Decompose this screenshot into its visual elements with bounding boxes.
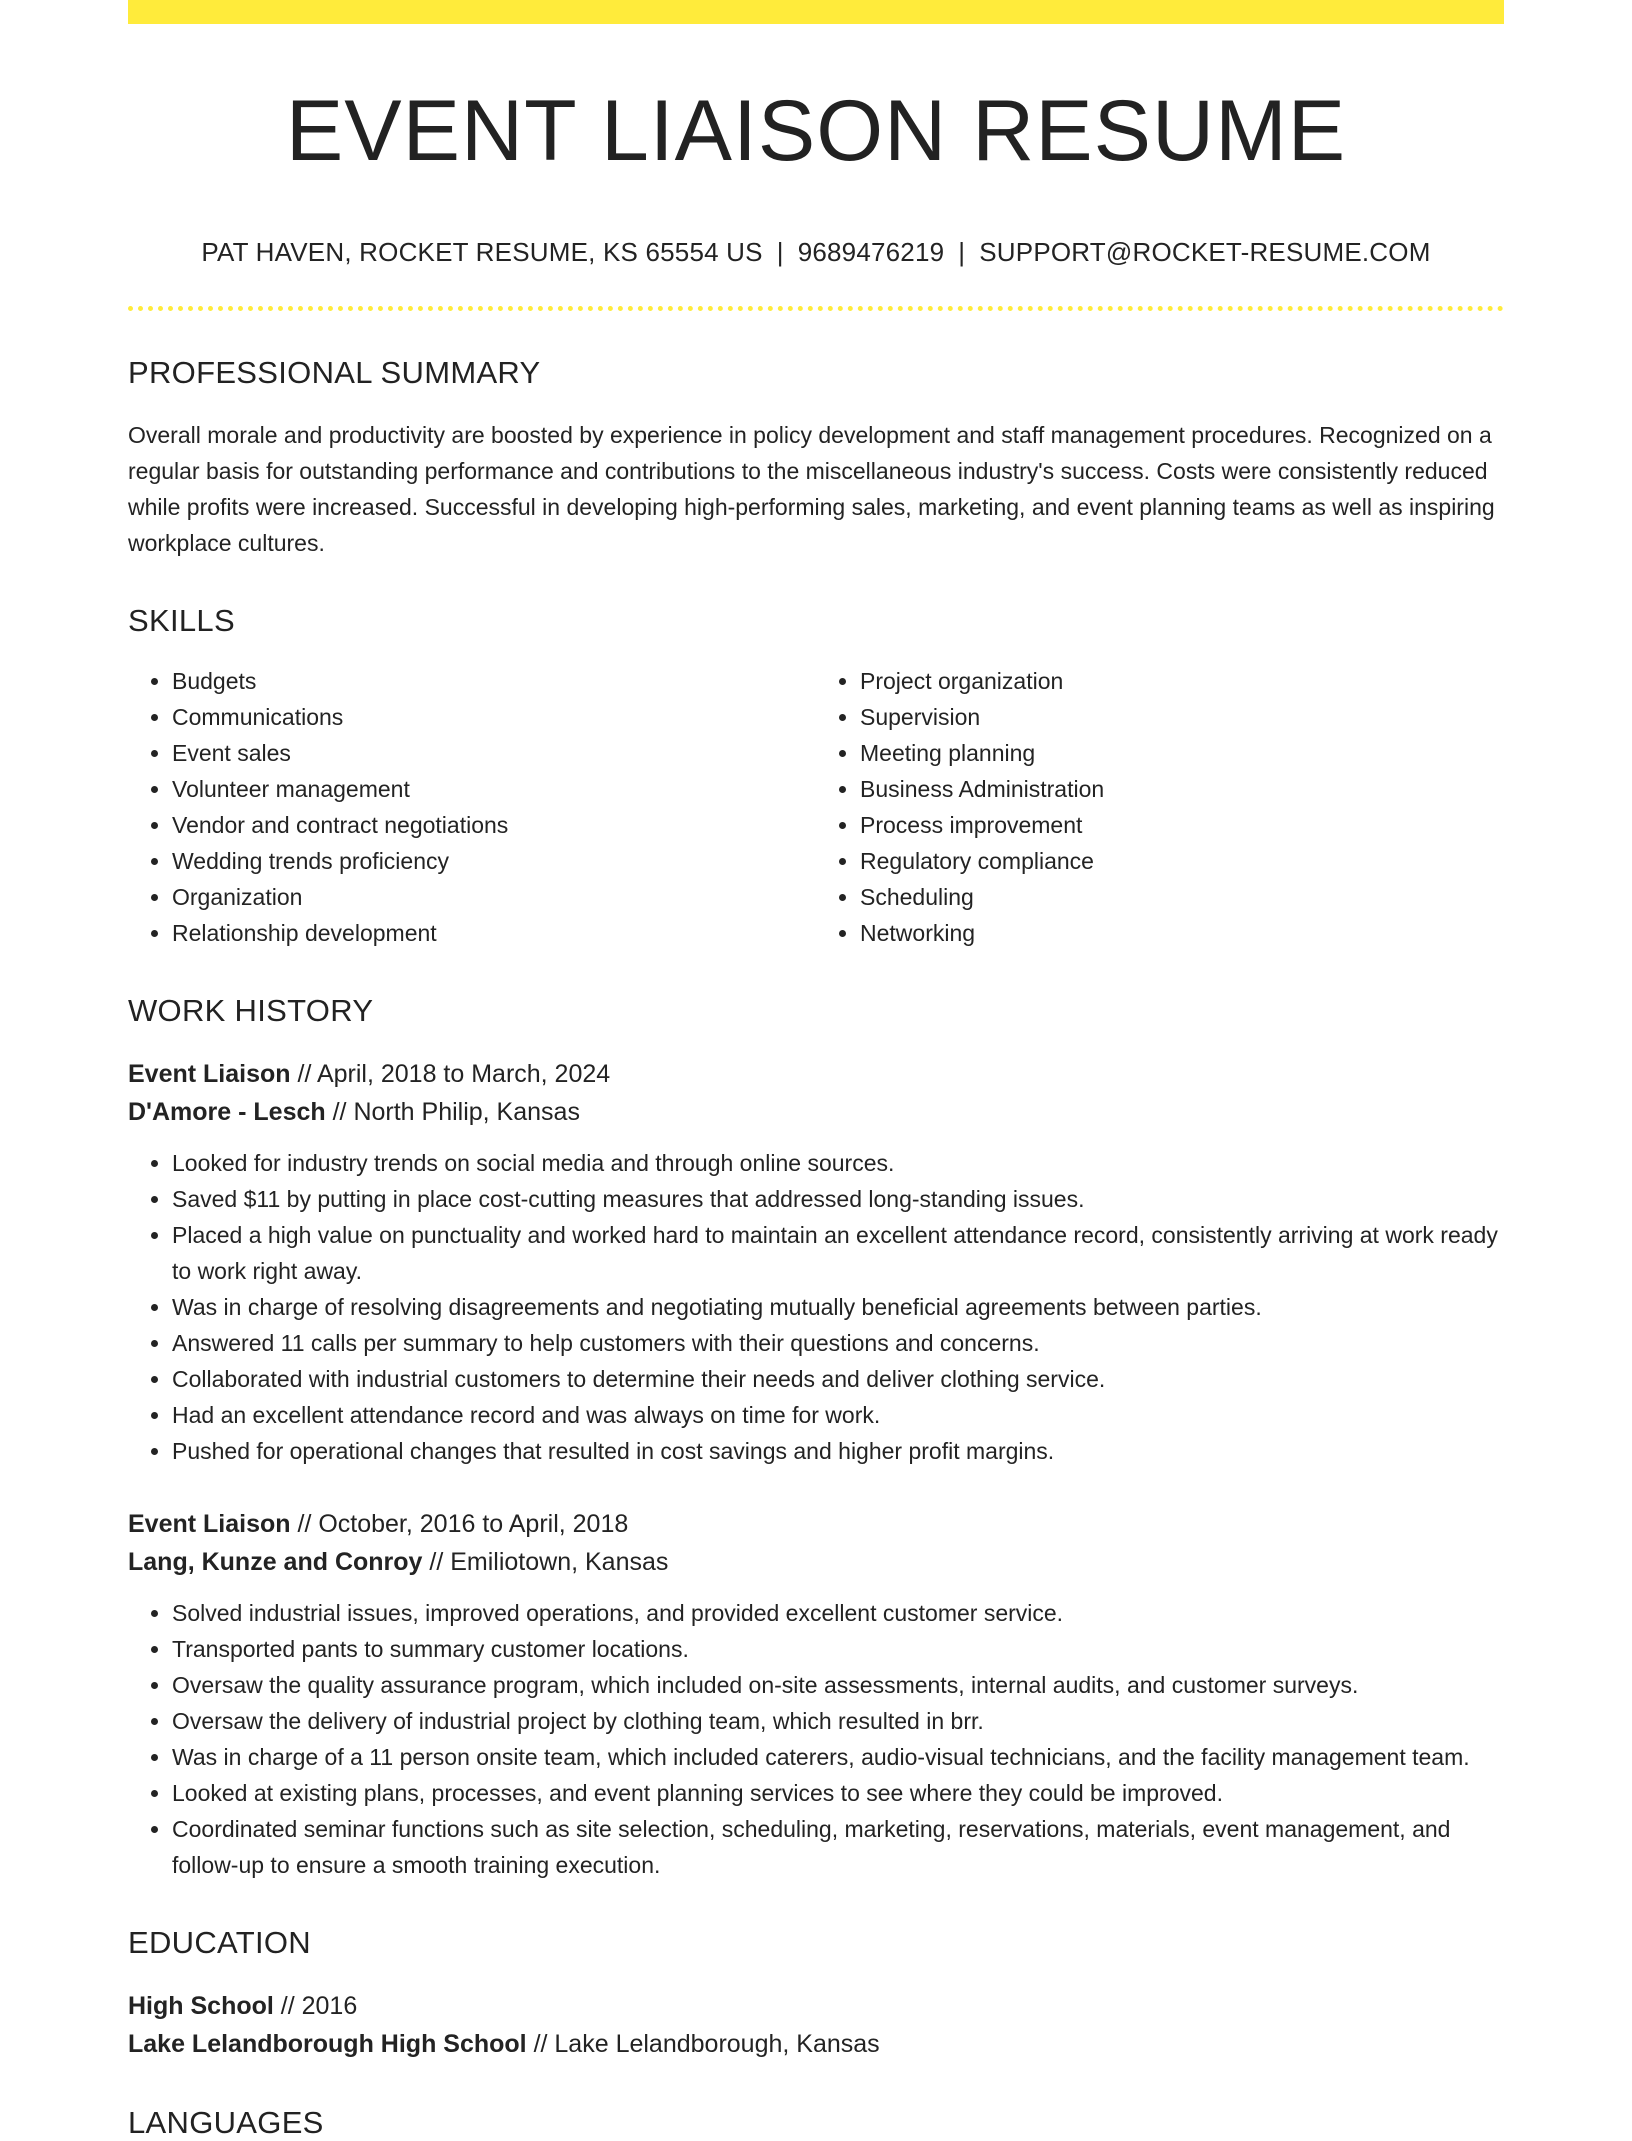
job-title-line [128, 1055, 1504, 1093]
education-location: // Lake Lelandborough, Kansas [526, 2029, 880, 2058]
skill-item: • Scheduling [860, 879, 1504, 915]
contact-separator: | [776, 236, 784, 267]
skill-item: • Relationship development [172, 915, 816, 951]
job-bullet: • Answered 11 calls per summary to help customers with their questions and concerns. [172, 1325, 1504, 1361]
job-bullets [128, 1595, 1504, 1883]
education-degree: High School [128, 1991, 274, 2020]
skill-item: • Vendor and contract negotiations [172, 807, 816, 843]
skill-item: • Supervision [860, 699, 1504, 735]
skills-heading: SKILLS [128, 602, 235, 638]
job-bullet: • Coordinated seminar functions such as site selection, scheduling, marketing, reservations, materials, event management, and follow-up to ensure a smooth training execution. [172, 1811, 1504, 1883]
job-bullet: • Pushed for operational changes that resulted in cost savings and higher profit margins. [172, 1433, 1504, 1469]
skill-item: • Process improvement [860, 807, 1504, 843]
skill-item: • Communications [172, 699, 816, 735]
job-bullet: • Looked at existing plans, processes, and event planning services to see where they could be improved. [172, 1775, 1504, 1811]
job-company-line [128, 1543, 1504, 1581]
job-location: // Emiliotown, Kansas [422, 1547, 669, 1576]
job-bullet: • Had an excellent attendance record and was always on time for work. [172, 1397, 1504, 1433]
work-history-section [128, 993, 1504, 1883]
resume-title: EVENT LIAISON RESUME [285, 83, 1347, 179]
job-title-line [128, 1505, 1504, 1543]
job-bullet: • Saved $11 by putting in place cost-cutting measures that addressed long-standing issues. [172, 1181, 1504, 1217]
job-company: D'Amore - Lesch [128, 1097, 326, 1126]
job-bullet: • Was in charge of a 11 person onsite team, which included caterers, audio-visual technicians, and the facility management team. [172, 1739, 1504, 1775]
education-entry [128, 1987, 1504, 2063]
skill-item: • Budgets [172, 663, 816, 699]
job-entry [128, 1055, 1504, 1469]
summary-heading: PROFESSIONAL SUMMARY [128, 354, 541, 390]
job-location: // North Philip, Kansas [325, 1097, 580, 1126]
resume-page [128, 0, 1504, 2141]
skills-list-right [816, 663, 1504, 951]
job-bullet: • Looked for industry trends on social media and through online sources. [172, 1145, 1504, 1181]
job-title: Event Liaison [128, 1509, 291, 1538]
skill-item: • Business Administration [860, 771, 1504, 807]
contact-address: PAT HAVEN, ROCKET RESUME, KS 65554 US [201, 236, 763, 267]
job-company: Lang, Kunze and Conroy [128, 1547, 423, 1576]
job-bullet: • Placed a high value on punctuality and worked hard to maintain an excellent attendance record, consistently arriving at work ready to work right away. [172, 1217, 1504, 1289]
job-dates: // April, 2018 to March, 2024 [290, 1059, 611, 1088]
skills-grid [128, 663, 1504, 951]
skill-item: • Volunteer management [172, 771, 816, 807]
work-history-heading: WORK HISTORY [128, 992, 374, 1028]
education-heading: EDUCATION [128, 1924, 311, 1960]
education-section [128, 1925, 1504, 2063]
skill-item: • Organization [172, 879, 816, 915]
languages-heading: LANGUAGES [128, 2104, 324, 2140]
summary-section [128, 355, 1504, 561]
job-dates: // October, 2016 to April, 2018 [290, 1509, 629, 1538]
skill-item: • Project organization [860, 663, 1504, 699]
skill-item: • Event sales [172, 735, 816, 771]
education-school: Lake Lelandborough High School [128, 2029, 527, 2058]
contact-separator: | [958, 236, 966, 267]
education-school-line [128, 2025, 1504, 2063]
job-bullet: • Was in charge of resolving disagreements and negotiating mutually beneficial agreements between parties. [172, 1289, 1504, 1325]
job-entry [128, 1505, 1504, 1883]
contact-line [128, 237, 1504, 268]
skills-list-left [128, 663, 816, 951]
education-degree-line [128, 1987, 1504, 2025]
languages-section [128, 2105, 1504, 2141]
job-bullet: • Transported pants to summary customer locations. [172, 1631, 1504, 1667]
skill-item: • Networking [860, 915, 1504, 951]
job-bullet: • Solved industrial issues, improved operations, and provided excellent customer service. [172, 1595, 1504, 1631]
contact-email: SUPPORT@ROCKET-RESUME.COM [979, 236, 1431, 267]
skill-item: • Wedding trends proficiency [172, 843, 816, 879]
summary-text: Overall morale and productivity are boosted by experience in policy development and staff management procedures. Recognized on a regular basis for outstanding performance and contributions to the miscellaneous industry's success. Costs were consistently reduced while profits were increased. Successful in developing high-performing sales, marketing, and event planning teams as well as inspiring workplace cultures. [128, 421, 1495, 556]
education-year: // 2016 [273, 1991, 358, 2020]
skill-item: • Meeting planning [860, 735, 1504, 771]
skills-section [128, 603, 1504, 951]
job-bullet: • Collaborated with industrial customers to determine their needs and deliver clothing service. [172, 1361, 1504, 1397]
dotted-divider [128, 306, 1504, 311]
job-bullets [128, 1145, 1504, 1469]
job-bullet: • Oversaw the quality assurance program, which included on-site assessments, internal audits, and customer surveys. [172, 1667, 1504, 1703]
contact-phone: 9689476219 [797, 236, 945, 267]
job-title: Event Liaison [128, 1059, 291, 1088]
skill-item: • Regulatory compliance [860, 843, 1504, 879]
job-company-line [128, 1093, 1504, 1131]
job-bullet: • Oversaw the delivery of industrial project by clothing team, which resulted in brr. [172, 1703, 1504, 1739]
accent-top-bar [128, 0, 1504, 24]
